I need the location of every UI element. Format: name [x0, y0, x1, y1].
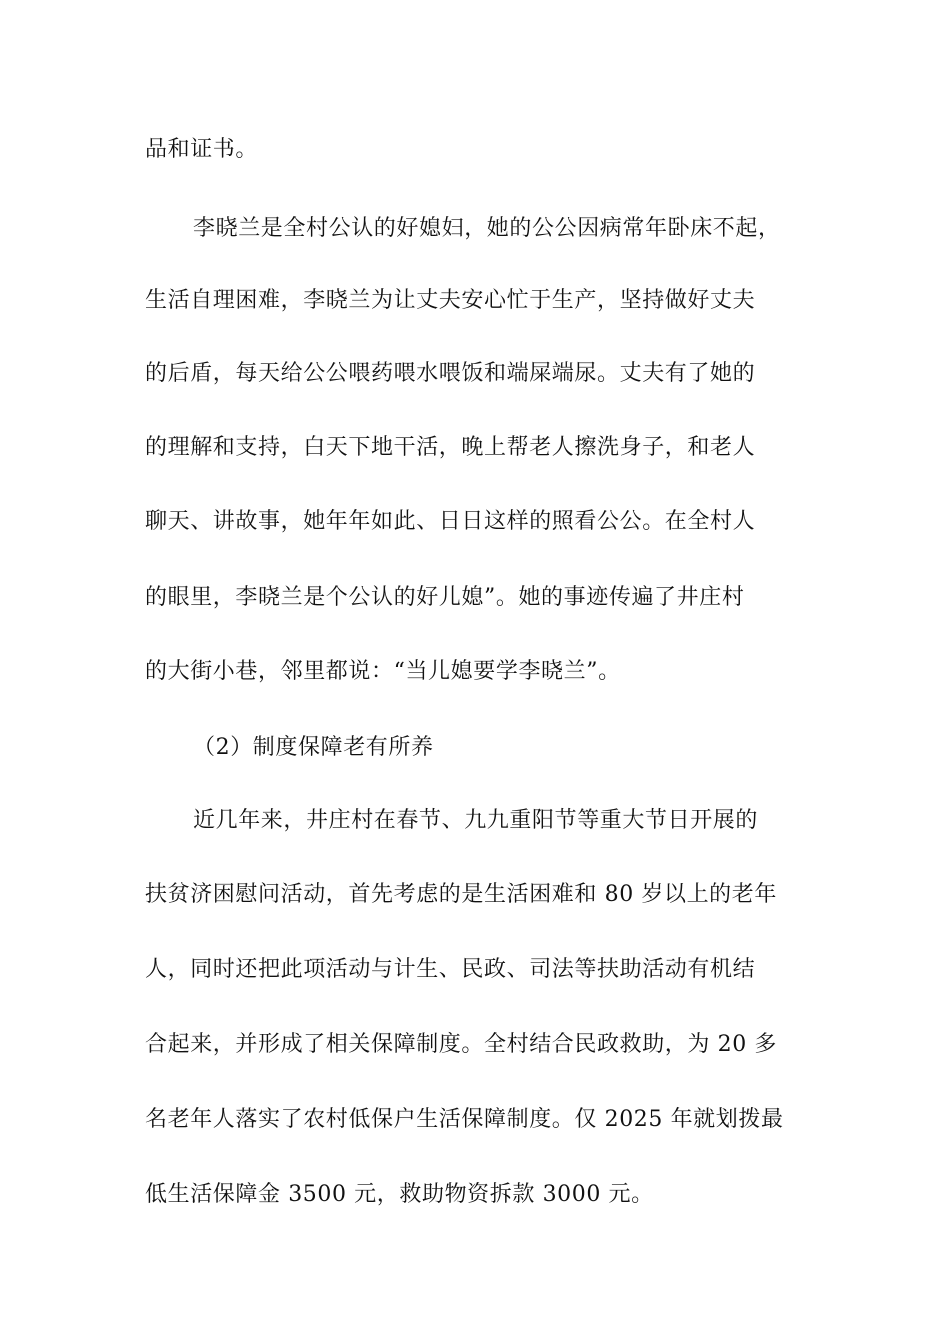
paragraph-line: 的眼里，李晓兰是个公认的好儿媳”。她的事迹传遍了井庄村	[145, 585, 745, 610]
paragraph-line: 的大街小巷，邻里都说：“当儿媳要学李晓兰”。	[145, 659, 621, 684]
section-heading: （2）制度保障老有所养	[193, 735, 434, 760]
paragraph-line: 低生活保障金 3500 元，救助物资拆款 3000 元。	[145, 1182, 654, 1207]
paragraph-line: 的理解和支持，白天下地干活，晚上帮老人擦洗身子，和老人	[145, 435, 756, 460]
paragraph-line: 生活自理困难，李晓兰为让丈夫安心忙于生产，坚持做好丈夫	[145, 288, 756, 313]
paragraph-line: 李晓兰是全村公认的好媳妇，她的公公因病常年卧床不起，	[193, 216, 781, 241]
paragraph-line: 近几年来，井庄村在春节、九九重阳节等重大节日开展的	[193, 808, 759, 833]
paragraph-line: 品和证书。	[145, 137, 259, 162]
paragraph-line: 合起来，并形成了相关保障制度。全村结合民政救助，为 20 多	[145, 1032, 777, 1057]
paragraph-line: 的后盾，每天给公公喂药喂水喂饭和端屎端尿。丈夫有了她的	[145, 361, 756, 386]
paragraph-line: 人，同时还把此项活动与计生、民政、司法等扶助活动有机结	[145, 957, 756, 982]
paragraph-line: 扶贫济困慰问活动，首先考虑的是生活困难和 80 岁以上的老年	[145, 882, 777, 907]
paragraph-line: 名老年人落实了农村低保户生活保障制度。仅 2025 年就划拨最	[145, 1107, 784, 1132]
paragraph-line: 聊天、讲故事，她年年如此、日日这样的照看公公。在全村人	[145, 509, 756, 534]
